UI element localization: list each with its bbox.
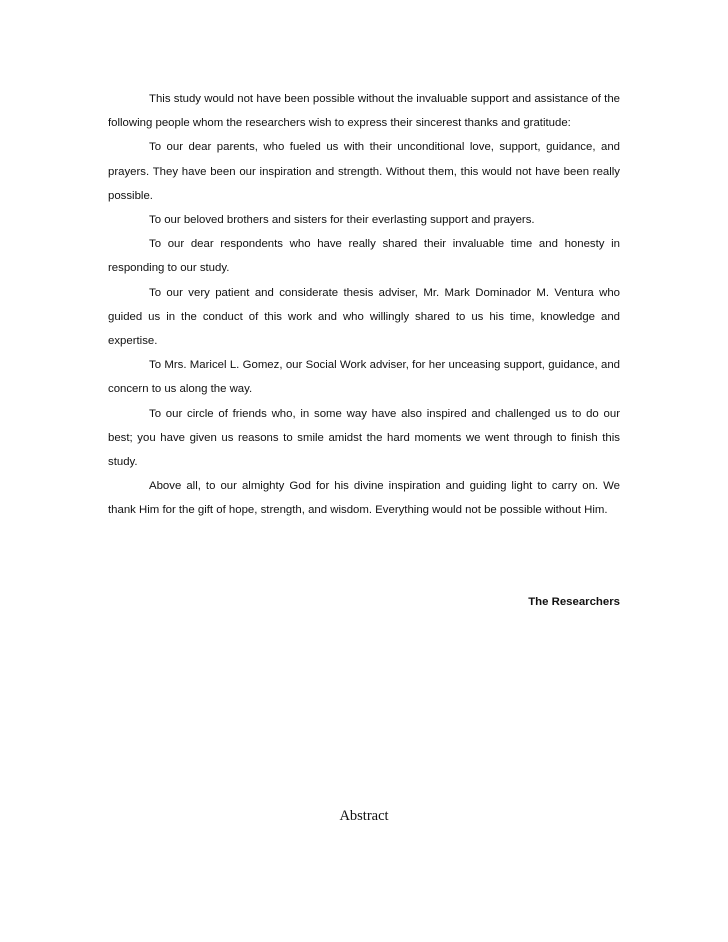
- acknowledgment-body: [108, 87, 620, 523]
- acknowledgment-paragraph: To our dear parents, who fueled us with their unconditional love, support, guidance, and prayers. They have been our inspiration and strength. Without them, this would not have been really possible.: [108, 141, 620, 202]
- section-heading: Abstract: [339, 808, 389, 824]
- acknowledgment-paragraph: To our dear respondents who have really shared their invaluable time and honesty in responding to our study.: [108, 238, 620, 275]
- acknowledgment-paragraph: Above all, to our almighty God for his divine inspiration and guiding light to carry on. We thank Him for the gift of hope, strength, and wisdom. Everything would not be possible without Him.: [108, 480, 620, 517]
- acknowledgment-paragraph: This study would not have been possible without the invaluable support and assistance of the following people whom the researchers wish to express their sincerest thanks and gratitude:: [108, 93, 620, 130]
- signature-line: The Researchers: [528, 596, 620, 608]
- acknowledgment-paragraph: To Mrs. Maricel L. Gomez, our Social Work adviser, for her unceasing support, guidance, and concern to us along the way.: [108, 359, 620, 396]
- acknowledgment-paragraph: To our beloved brothers and sisters for their everlasting support and prayers.: [149, 214, 535, 227]
- acknowledgment-paragraph: To our circle of friends who, in some way have also inspired and challenged us to do our best; you have given us reasons to smile amidst the hard moments we went through to finish this study.: [108, 407, 620, 469]
- acknowledgment-paragraph: To our very patient and considerate thesis adviser, Mr. Mark Dominador M. Ventura who guided us in the conduct of this work and who willingly shared to us his time, knowledge and expertise.: [108, 286, 620, 348]
